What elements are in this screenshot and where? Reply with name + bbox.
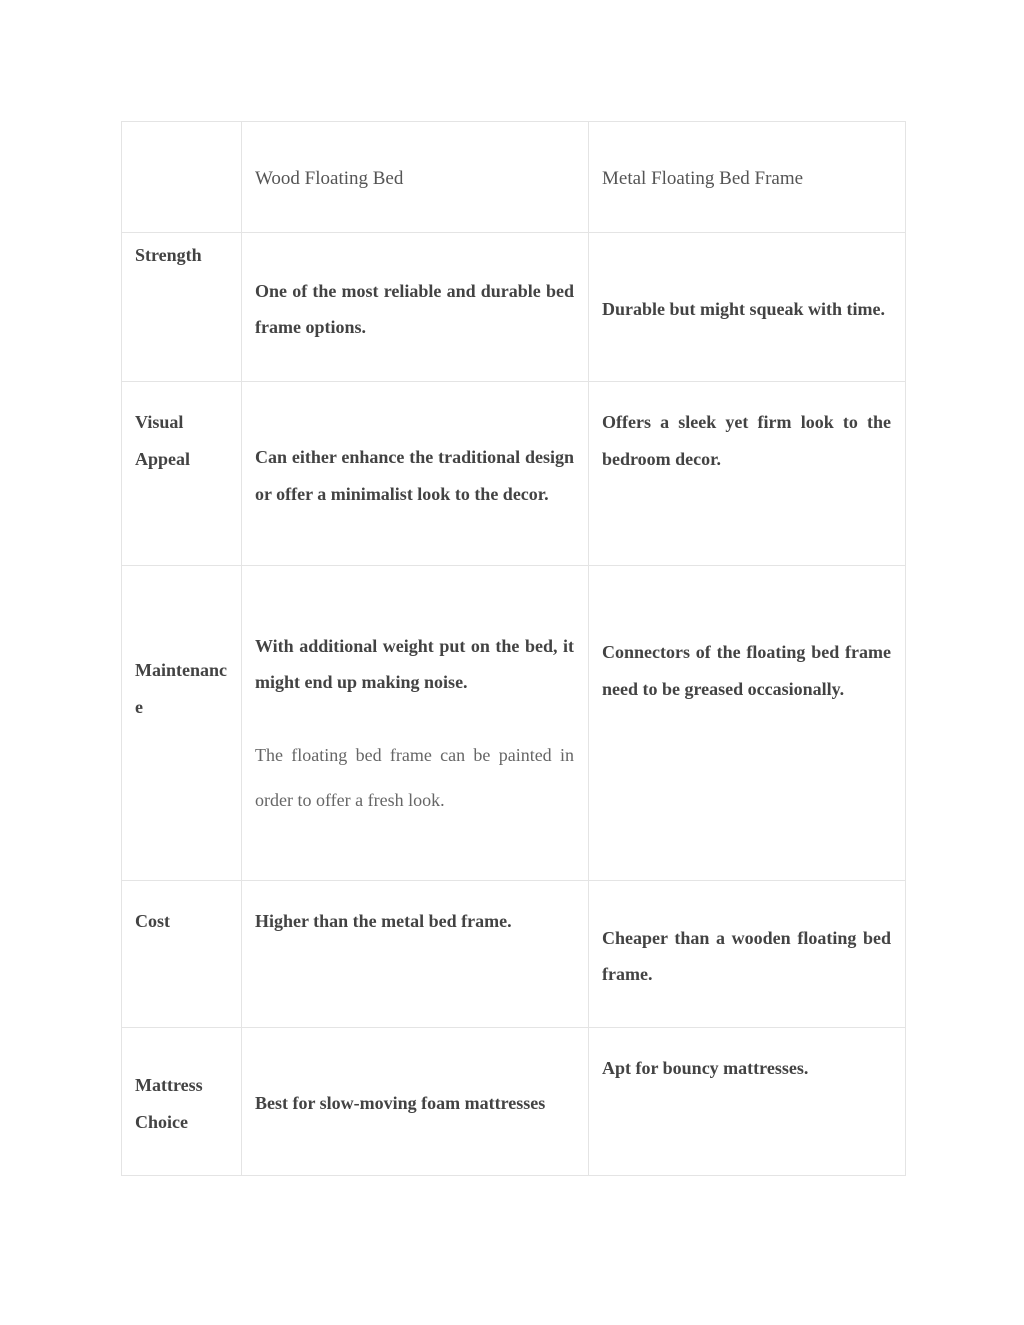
table-row xyxy=(122,382,906,566)
row-label-cost: Cost xyxy=(122,881,242,1028)
table-row xyxy=(122,233,906,382)
maintenance-wood-text: With additional weight put on the bed, it might end up making noise. xyxy=(255,635,574,692)
cell-visual-metal: Offers a sleek yet firm look to the bedroom decor. xyxy=(589,382,906,566)
header-cell-empty xyxy=(122,122,242,233)
cell-maintenance-metal: Connectors of the floating bed frame need to be greased occasionally. xyxy=(589,566,906,881)
cell-mattress-metal: Apt for bouncy mattresses. xyxy=(589,1028,906,1176)
header-cell-wood: Wood Floating Bed xyxy=(242,122,589,233)
cell-strength-metal: Durable but might squeak with time. xyxy=(589,233,906,382)
comparison-table xyxy=(121,121,906,1176)
maintenance-wood-extra-text: The floating bed frame can be painted in order to offer a fresh look. xyxy=(255,744,574,810)
cell-strength-wood: One of the most reliable and durable bed frame options. xyxy=(242,233,589,382)
cell-cost-wood: Higher than the metal bed frame. xyxy=(242,881,589,1028)
row-label-visual-appeal: Visual Appeal xyxy=(122,382,242,566)
table-header-row xyxy=(122,122,906,233)
row-label-strength: Strength xyxy=(122,233,242,382)
cell-visual-wood: Can either enhance the traditional design or offer a minimalist look to the decor. xyxy=(242,382,589,566)
table-row xyxy=(122,881,906,1028)
table-row xyxy=(122,566,906,881)
header-cell-metal: Metal Floating Bed Frame xyxy=(589,122,906,233)
table-row xyxy=(122,1028,906,1176)
cell-mattress-wood: Best for slow-moving foam mattresses xyxy=(242,1028,589,1176)
cell-cost-metal: Cheaper than a wooden floating bed frame. xyxy=(589,881,906,1028)
row-label-mattress-choice: Mattress Choice xyxy=(122,1028,242,1176)
row-label-maintenance: Maintenance xyxy=(122,566,242,881)
cell-maintenance-wood xyxy=(242,566,589,881)
